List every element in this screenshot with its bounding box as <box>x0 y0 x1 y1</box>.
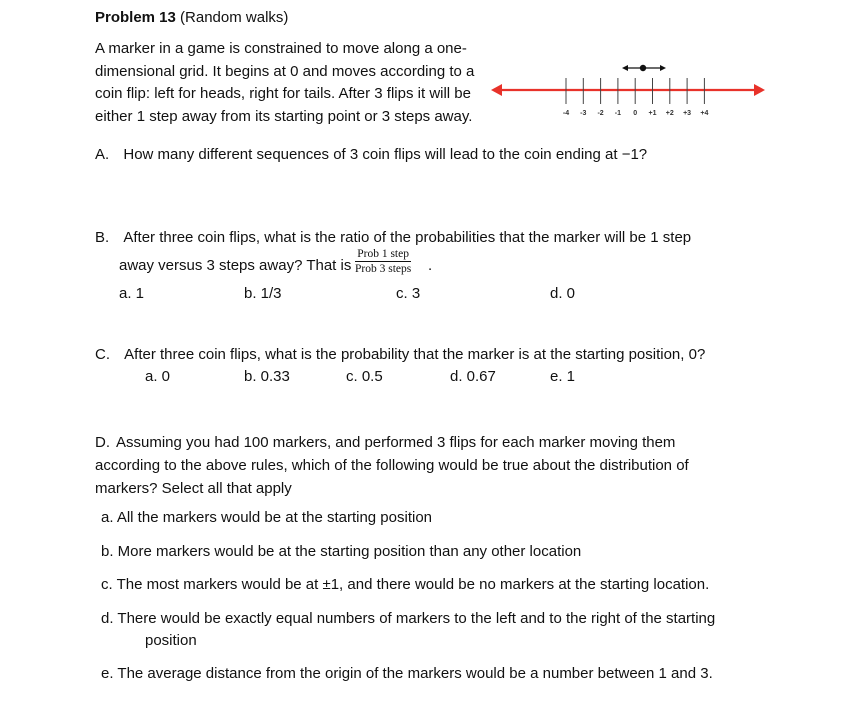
question-b-option-a[interactable]: a. 1 <box>119 285 145 302</box>
number-line-tick-label: 0 <box>633 110 638 117</box>
question-b-option-b[interactable]: b. 1/3 <box>244 285 282 302</box>
question-b-label: B. <box>95 229 110 246</box>
number-line-tick-label: -2 <box>597 110 604 117</box>
fraction-period: . <box>428 257 433 274</box>
question-c-option-d[interactable]: d. 0.67 <box>450 368 496 385</box>
question-c-option-e[interactable]: e. 1 <box>550 368 576 385</box>
question-d-option-a[interactable]: a. All the markers would be at the starting position <box>101 509 433 526</box>
marker-with-arrows-icon <box>622 65 666 71</box>
fraction-denominator: Prob 3 steps <box>355 263 412 275</box>
question-d-line: markers? Select all that apply <box>95 480 292 497</box>
number-line-figure <box>488 58 768 148</box>
number-line-tick-label: -4 <box>562 110 570 117</box>
question-a <box>95 146 647 163</box>
question-c-option-a[interactable]: a. 0 <box>145 368 171 385</box>
question-d <box>95 431 689 500</box>
question-d-option-d[interactable]: d. There would be exactly equal numbers of markers to the left and to the right of the starting <box>101 610 716 627</box>
question-d-option-c[interactable]: c. The most markers would be at ±1, and there would be no markers at the starting location. <box>101 576 710 593</box>
question-b-option-c[interactable]: c. 3 <box>396 285 421 302</box>
question-d-label: D. <box>95 434 110 451</box>
intro-line: dimensional grid. It begins at 0 and moves according to a <box>95 62 475 80</box>
question-d-option-d-continued: position <box>145 632 197 649</box>
number-line-axis <box>491 84 765 96</box>
question-c-option-c[interactable]: c. 0.5 <box>346 368 383 385</box>
question-a-label: A. <box>95 146 110 163</box>
question-c-option-b[interactable]: b. 0.33 <box>244 368 290 385</box>
question-b-option-d[interactable]: d. 0 <box>550 285 576 302</box>
question-d-option-e[interactable]: e. The average distance from the origin of the markers would be a number between 1 and 3. <box>101 665 713 682</box>
question-b <box>95 229 691 246</box>
question-d-line: according to the above rules, which of the following would be true about the distribution of <box>95 457 689 474</box>
question-b-line2: away versus 3 steps away? That is <box>119 257 352 274</box>
number-line-ticks <box>563 78 709 117</box>
intro-line: either 1 step away from its starting point or 3 steps away. <box>95 107 473 125</box>
number-line-tick-label: +1 <box>648 110 657 117</box>
intro-line: coin flip: left for heads, right for tails. After 3 flips it will be <box>95 85 471 102</box>
intro-paragraph <box>95 38 474 128</box>
problem-number: Problem 13 <box>95 9 176 26</box>
number-line-tick-label: -1 <box>614 110 622 117</box>
number-line-tick-label: +2 <box>665 110 674 117</box>
fraction-numerator: Prob 1 step <box>355 248 411 262</box>
number-line-tick-label: +3 <box>683 110 692 117</box>
problem-topic: (Random walks) <box>175 9 289 26</box>
question-c-text: After three coin flips, what is the probability that the marker is at the starting position, 0? <box>124 346 706 363</box>
question-d-line: Assuming you had 100 markers, and performed 3 flips for each marker moving them <box>116 434 676 451</box>
probability-ratio-fraction <box>355 248 411 275</box>
problem-title <box>95 9 288 26</box>
question-c <box>95 346 705 363</box>
question-c-label: C. <box>95 346 110 363</box>
question-b-line1: After three coin flips, what is the ratio of the probabilities that the marker will be 1 step <box>123 229 692 246</box>
question-d-option-b[interactable]: b. More markers would be at the starting position than any other location <box>101 543 582 560</box>
question-a-text: How many different sequences of 3 coin flips will lead to the coin ending at −1? <box>123 146 648 163</box>
intro-line: A marker in a game is constrained to move along a one- <box>95 40 467 57</box>
number-line-tick-label: +4 <box>700 110 709 117</box>
number-line-tick-label: -3 <box>580 110 587 117</box>
